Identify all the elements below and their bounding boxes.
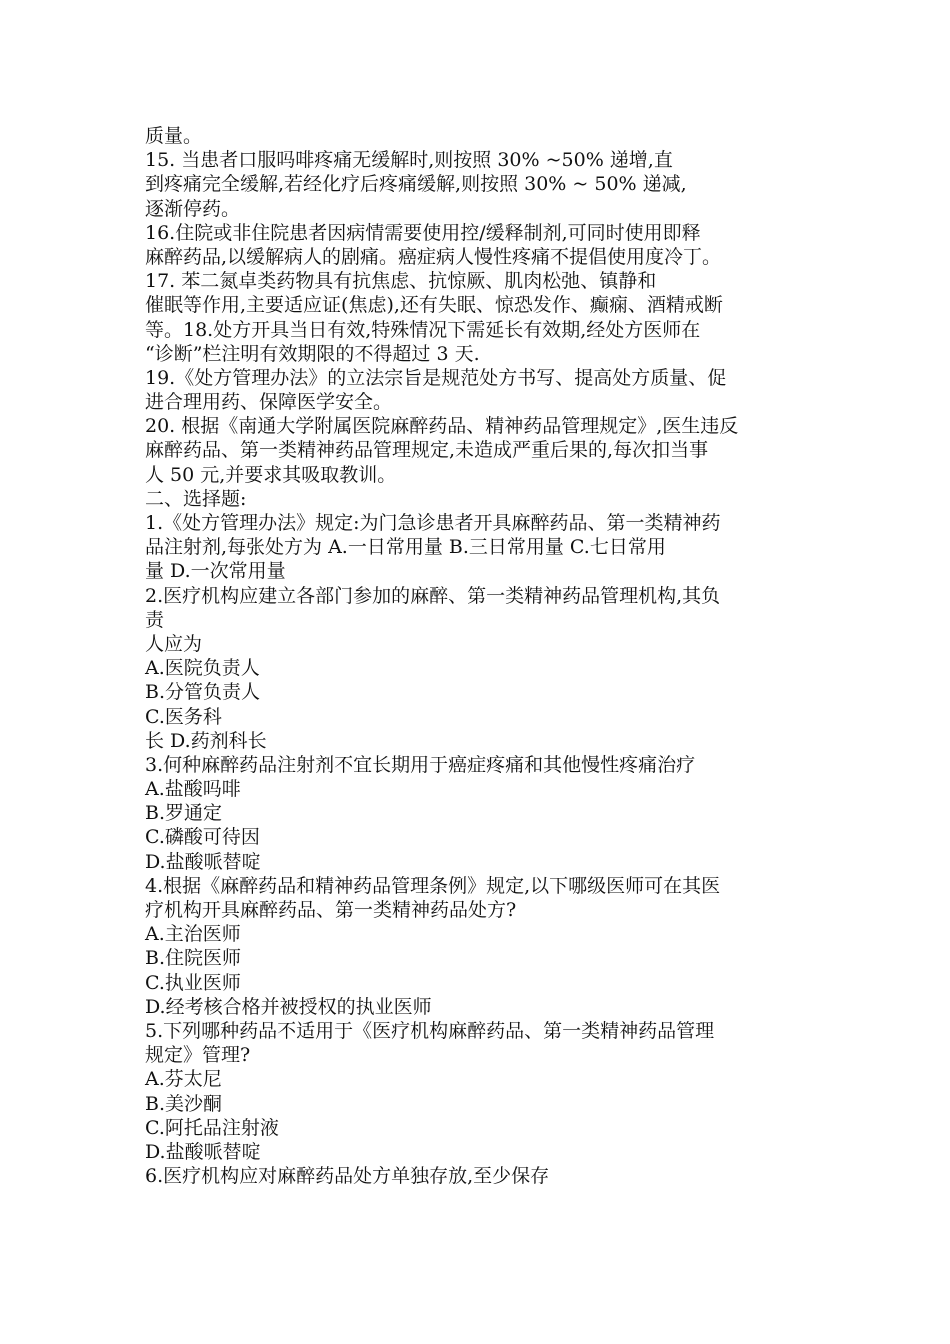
text-line: 19.《处方管理办法》的立法宗旨是规范处方书写、提高处方质量、促 (145, 366, 727, 389)
text-line: 到疼痛完全缓解,若经化疗后疼痛缓解,则按照 30% ~ 50% 递减, (145, 173, 687, 196)
text-line: D.经考核合格并被授权的执业医师 (145, 995, 432, 1018)
text-line: 1.《处方管理办法》规定:为门急诊患者开具麻醉药品、第一类精神药 (145, 512, 721, 534)
text-line: 人 50 元,并要求其吸取教训。 (145, 463, 397, 486)
text-line: 麻醉药品,以缓解病人的剧痛。癌症病人慢性疼痛不提倡使用度冷丁。 (145, 245, 722, 268)
text-line: 2.医疗机构应建立各部门参加的麻醉、第一类精神药品管理机构,其负 (145, 584, 721, 607)
text-line: 规定》管理? (145, 1044, 251, 1067)
text-line: 长 D.药剂科长 (145, 729, 267, 752)
text-line: D.盐酸哌替啶 (145, 850, 261, 873)
text-line: 5.下列哪种药品不适用于《医疗机构麻醉药品、第一类精神药品管理 (145, 1019, 715, 1042)
text-line: 催眠等作用,主要适应证(焦虑),还有失眠、惊恐发作、癫痫、酒精戒断 (145, 294, 723, 317)
text-line: A.盐酸吗啡 (145, 778, 241, 801)
text-line: C.执业医师 (145, 971, 241, 994)
text-line: A.医院负责人 (145, 657, 260, 680)
text-line: D.盐酸哌替啶 (145, 1140, 261, 1163)
text-line: 6.医疗机构应对麻醉药品处方单独存放,至少保存 (145, 1165, 550, 1188)
text-line: 进合理用药、保障医学安全。 (145, 391, 393, 414)
text-line: 品注射剂,每张处方为 A.一日常用量 B.三日常用量 C.七日常用 (145, 536, 666, 559)
text-line: B.美沙酮 (145, 1092, 223, 1115)
document-text (145, 124, 813, 1188)
text-line: 人应为 (145, 632, 203, 655)
text-line: C.医务科 (145, 705, 222, 728)
text-line: 责 (145, 608, 165, 631)
text-line: 3.何种麻醉药品注射剂不宜长期用于癌症疼痛和其他慢性疼痛治疗 (145, 753, 696, 776)
text-line: 疗机构开具麻醉药品、第一类精神药品处方? (145, 899, 517, 921)
text-line: 16.住院或非住院患者因病情需要使用控/缓释制剂,可同时使用即释 (145, 221, 701, 244)
text-line: A.主治医师 (145, 923, 241, 946)
text-line: 量 D.一次常用量 (145, 560, 286, 583)
text-line: 二、选择题: (145, 487, 247, 510)
text-line: B.分管负责人 (145, 681, 261, 704)
text-line: C.磷酸可待因 (145, 826, 260, 849)
text-line: 17. 苯二氮卓类药物具有抗焦虑、抗惊厥、肌肉松弛、镇静和 (145, 270, 657, 293)
text-line: 质量。 (145, 125, 203, 147)
text-line: 逐渐停药。 (145, 197, 241, 220)
text-line: 15. 当患者口服吗啡疼痛无缓解时,则按照 30% ~50% 递增,直 (145, 149, 673, 172)
text-line: “诊断”栏注明有效期限的不得超过 3 天. (145, 342, 480, 365)
text-line: 20. 根据《南通大学附属医院麻醉药品、精神药品管理规定》,医生违反 (145, 415, 739, 438)
text-line: B.住院医师 (145, 947, 242, 970)
text-line: C.阿托品注射液 (145, 1116, 279, 1139)
text-line: 4.根据《麻醉药品和精神药品管理条例》规定,以下哪级医师可在其医 (145, 874, 721, 897)
text-line: A.芬太尼 (145, 1068, 222, 1091)
text-line: 麻醉药品、第一类精神药品管理规定,未造成严重后果的,每次扣当事 (145, 439, 709, 462)
text-line: B.罗通定 (145, 802, 223, 825)
text-line: 等。18.处方开具当日有效,特殊情况下需延长有效期,经处方医师在 (145, 318, 701, 341)
